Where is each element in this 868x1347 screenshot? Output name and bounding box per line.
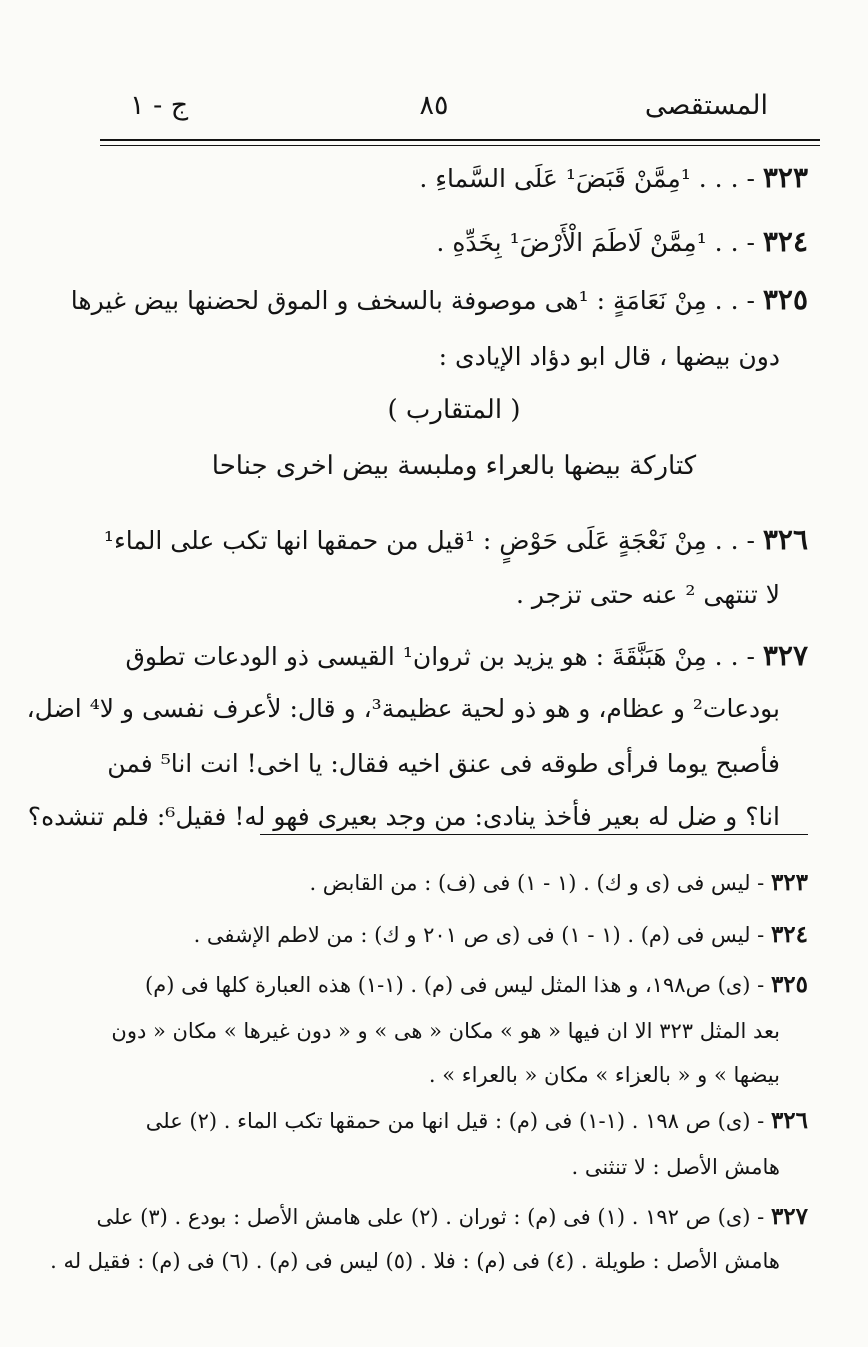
footnote-number: ٣٢٦	[770, 1107, 808, 1134]
entry-text: - . . مِنْ هَبَنَّقَةَ : هو يزيد بن ثروان¹ القيسى ذو الودعات تطوق	[125, 642, 763, 671]
entry-326-line-2: لا تنتهى ² عنه حتى تزجر .	[515, 580, 780, 609]
footnote-text: - (ى) ص ١٩٢ . (١) فى (م) : ثوران . (٢) على هامش الأصل : بودع . (٣) على	[96, 1205, 771, 1229]
footnote-326-line-2: هامش الأصل : لا تنثنى .	[571, 1155, 780, 1179]
footnote-323	[309, 866, 808, 900]
entry-323	[419, 158, 808, 199]
footnote-number: ٣٢٤	[770, 921, 808, 948]
entry-text: - . . مِنْ نَعَامَةٍ : ¹هى موصوفة بالسخف و الموق لحضنها بيض غيرها	[70, 286, 763, 315]
entry-number: ٣٢٤	[762, 225, 808, 258]
footnote-325	[145, 968, 808, 1002]
entry-number: ٣٢٣	[762, 161, 808, 194]
entry-326	[104, 520, 808, 561]
footnote-text: - ليس فى (ى و ك) . (١ - ١) فى (ف) : من القابض .	[309, 871, 771, 895]
verse-line: كتاركة بيضها بالعراء وملبسة بيض اخرى جناحا	[211, 451, 697, 481]
footnote-text: - ليس فى (م) . (١ - ١) فى (ى ص ٢٠١ و ك) : من لاطم الإشفى .	[193, 923, 771, 947]
book-title: المستقصى	[644, 90, 768, 121]
footnote-rule	[260, 834, 808, 835]
entry-text: - . . مِنْ نَعْجَةٍ عَلَى حَوْضٍ : ¹قيل من حمقها انها تكب على الماء¹	[103, 526, 763, 555]
footnote-number: ٣٢٧	[770, 1203, 808, 1230]
footnote-325-line-3: بيضها » و « بالعزاء » مكان « بالعراء » .	[428, 1063, 780, 1087]
footnote-text: - (ى) ص١٩٨، و هذا المثل ليس فى (م) . (١-١) هذه العبارة كلها فى (م)	[145, 973, 771, 997]
entry-325	[71, 280, 808, 321]
entry-325-line-2: دون بيضها ، قال ابو دؤاد الإيادى :	[438, 342, 780, 371]
entry-text: - . . . ¹مِمَّنْ قَبَضَ¹ عَلَى السَّماءِ .	[419, 164, 763, 193]
footnote-326	[146, 1104, 808, 1138]
verse-meter: ( المتقارب )	[387, 395, 521, 425]
footnote-325-line-2: بعد المثل ٣٢٣ الا ان فيها « هو » مكان « هى » و « دون غيرها » مكان « دون	[111, 1019, 780, 1043]
footnote-text: - (ى) ص ١٩٨ . (١-١) فى (م) : قيل انها من حمقها تكب الماء . (٢) على	[145, 1109, 771, 1133]
running-header	[100, 86, 768, 126]
entry-327-line-2: بودعات² و عظام، و هو ذو لحية عظيمة³، و قال: لأعرف نفسى و لا⁴ اضل،	[26, 694, 780, 723]
entry-327-line-4: انا؟ و ضل له بعير فأخذ ينادى: من وجد بعيرى فهو له! فقيل⁶: فلم تنشده؟	[27, 802, 780, 831]
volume-label: ج - ١	[130, 90, 189, 121]
entry-number: ٣٢٥	[762, 283, 808, 316]
footnote-327	[96, 1200, 808, 1234]
footnote-number: ٣٢٣	[770, 869, 808, 896]
header-rule	[100, 139, 820, 141]
entry-text: - . . ¹مِمَّنْ لَاطَمَ الْأَرْضَ¹ بِخَدِّهِ .	[436, 228, 763, 257]
footnote-327-line-2: هامش الأصل : طويلة . (٤) فى (م) : فلا . (٥) ليس فى (م) . (٦) فى (م) : فقيل له .	[50, 1249, 780, 1273]
footnote-324	[194, 918, 808, 952]
entry-number: ٣٢٧	[762, 639, 808, 672]
entry-324	[436, 222, 808, 263]
header-rule-thin	[100, 145, 820, 146]
page-number: ٨٥	[419, 90, 449, 121]
entry-number: ٣٢٦	[762, 523, 808, 556]
entry-327-line-3: فأصبح يوما فرأى طوقه فى عنق اخيه فقال: يا اخى! انت انا⁵ فمن	[107, 749, 780, 778]
footnote-number: ٣٢٥	[770, 971, 808, 998]
entry-327	[125, 636, 808, 677]
